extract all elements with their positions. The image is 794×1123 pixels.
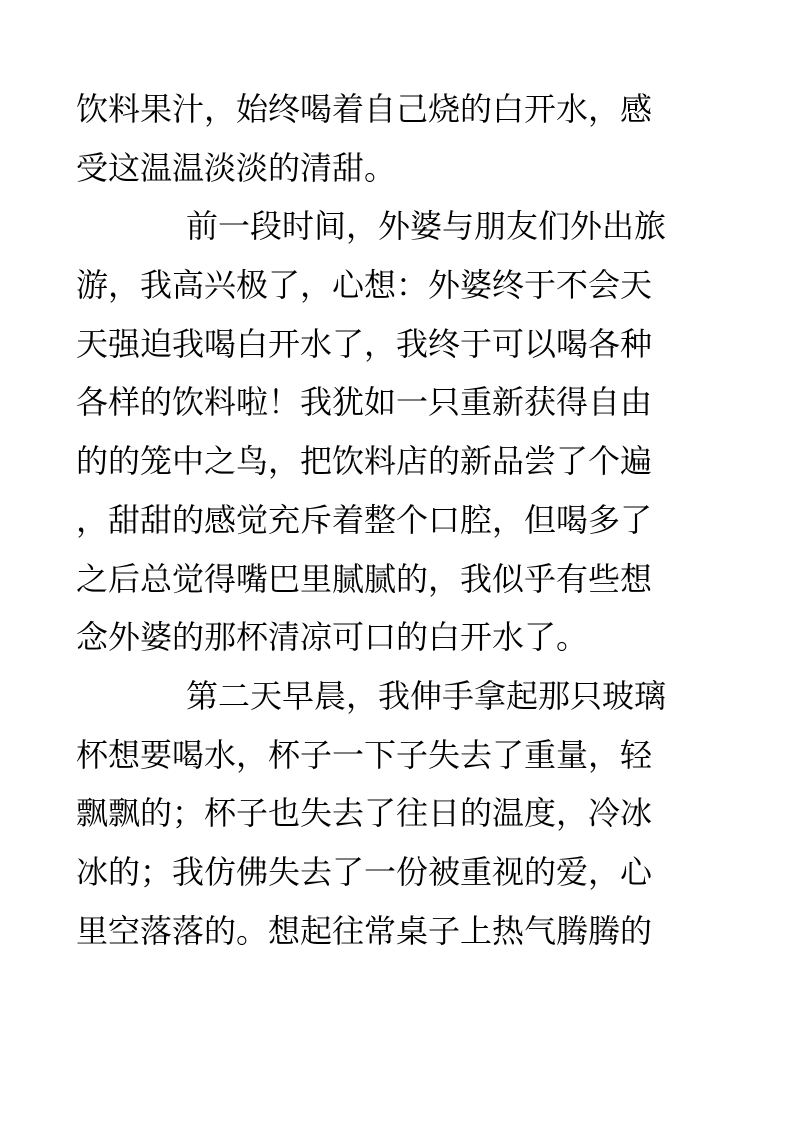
text-line: 杯想要喝水，杯子一下子失去了重量，轻: [76, 735, 653, 774]
text-line: 念外婆的那杯清凉可口的白开水了。: [76, 618, 589, 657]
text-line: 飘飘的；杯子也失去了往日的温度，冷冰: [76, 794, 653, 833]
paragraph-first-line: 第二天早晨，我伸手拿起那只玻璃: [186, 676, 667, 715]
text-line: 受这温温淡淡的清甜。: [76, 148, 397, 187]
text-line: 饮料果汁，始终喝着自己烧的白开水，感: [76, 90, 653, 128]
text-line: 的的笼中之鸟，把饮料店的新品尝了个遍: [76, 442, 653, 481]
text-line: 冰的；我仿佛失去了一份被重视的爱，心: [76, 852, 653, 891]
paragraph-first-line: 前一段时间，外婆与朋友们外出旅: [186, 207, 667, 246]
body-text: [76, 80, 716, 960]
text-line: 各样的饮料啦！我犹如一只重新获得自由: [76, 383, 653, 422]
text-line: 之后总觉得嘴巴里腻腻的，我似乎有些想: [76, 559, 653, 598]
text-line: 天强迫我喝白开水了，我终于可以喝各种: [76, 324, 653, 363]
text-line: ，甜甜的感觉充斥着整个口腔，但喝多了: [76, 500, 653, 539]
text-line: 游，我高兴极了，心想：外婆终于不会天: [76, 266, 653, 305]
text-line: 里空落落的。想起往常桌子上热气腾腾的: [76, 911, 653, 950]
